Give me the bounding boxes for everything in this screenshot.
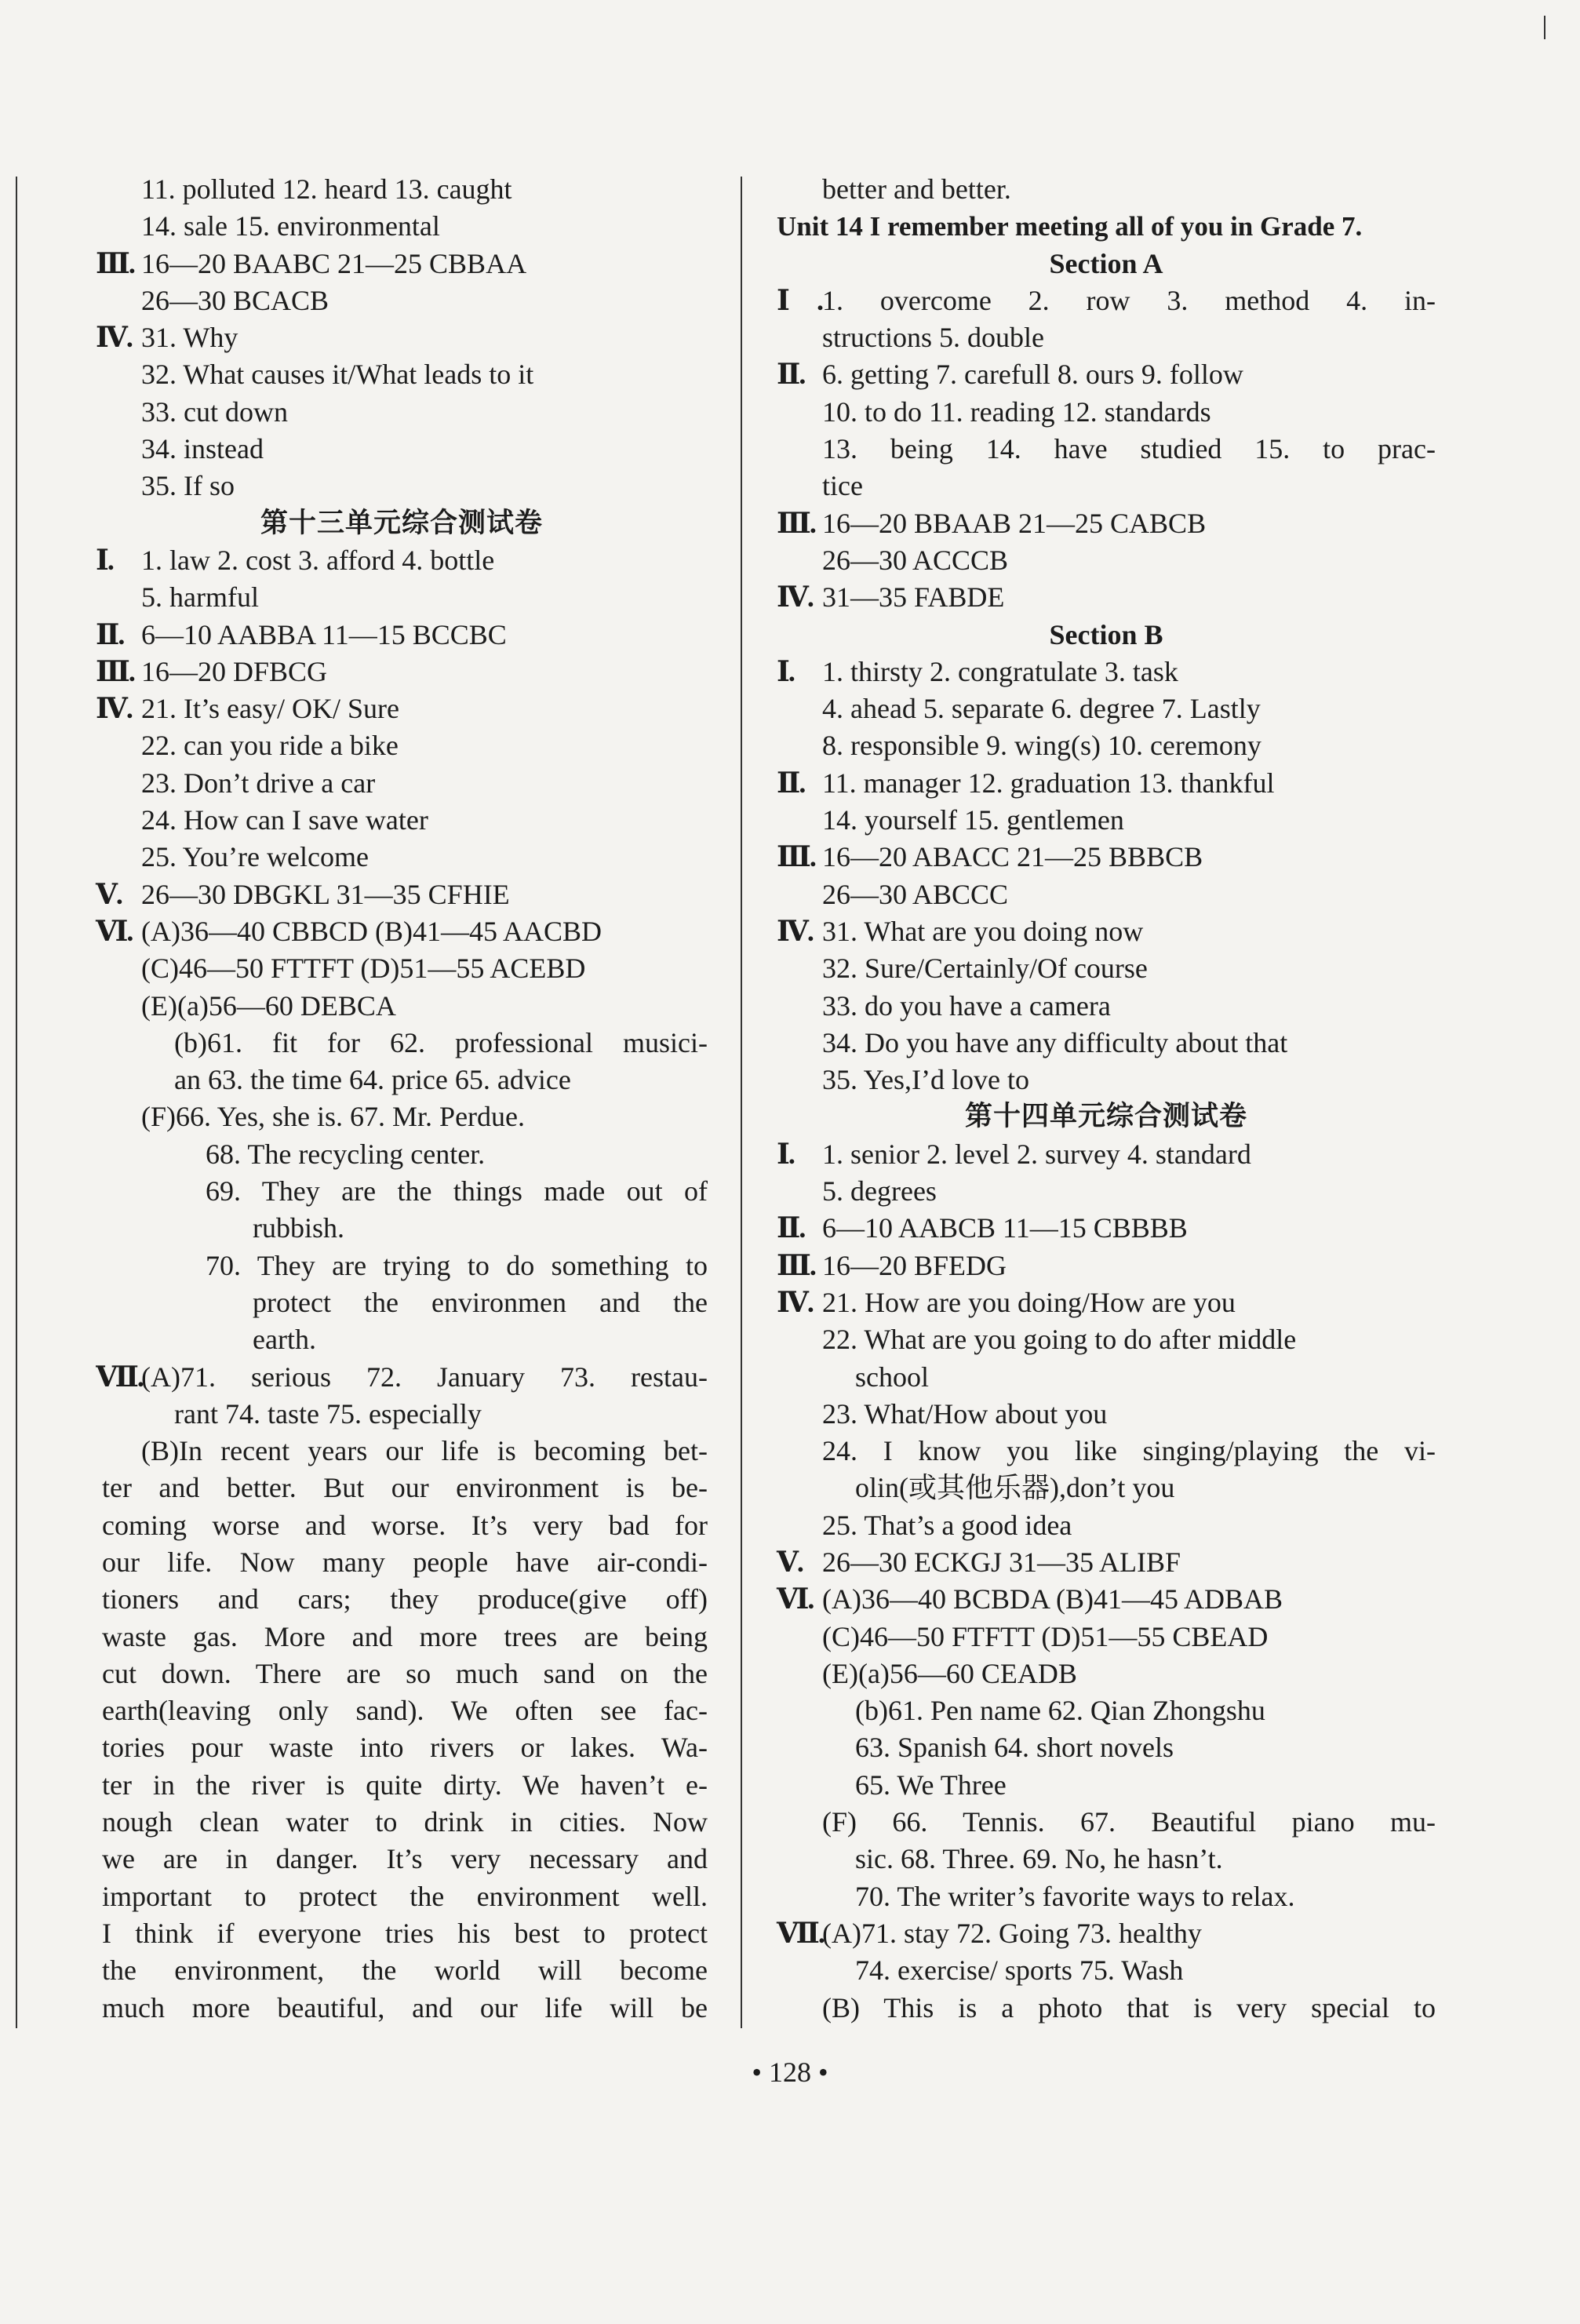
answer-text: olin(或其他乐器),don’t you — [855, 1472, 1175, 1504]
answer-text: 26—30 ABCCC — [822, 878, 1009, 910]
answer-text: earth. — [253, 1324, 316, 1356]
answer-text: 11. polluted 12. heard 13. caught — [141, 173, 512, 205]
answer-line — [96, 1952, 708, 1989]
section-numeral: Ⅳ. — [96, 693, 132, 725]
answer-line — [96, 246, 708, 282]
section-numeral: Ⅰ. — [96, 544, 113, 576]
answer-text: 31. What are you doing now — [822, 915, 1144, 947]
answer-line — [96, 617, 708, 654]
answer-text: 26—30 BCACB — [141, 284, 329, 316]
answer-line — [777, 431, 1436, 468]
answer-text: 70. They are trying to do something to — [206, 1249, 708, 1281]
answer-text: coming worse and worse. It’s very bad for — [102, 1509, 708, 1541]
answer-line — [777, 468, 1436, 505]
answer-line — [777, 1025, 1436, 1062]
answer-line — [96, 1470, 708, 1506]
answer-text: 6—10 AABBA 11—15 BCCBC — [141, 618, 507, 650]
left-column — [96, 171, 708, 2027]
answer-line — [96, 542, 708, 579]
answer-line — [96, 1248, 708, 1284]
answer-text: 第十三单元综合测试卷 — [260, 507, 543, 539]
answer-text: Section A — [1049, 247, 1163, 279]
answer-text: sic. 68. Three. 69. No, he hasn’t. — [855, 1843, 1223, 1875]
answer-text: rubbish. — [253, 1212, 344, 1244]
answer-line — [96, 394, 708, 431]
answer-text: (C)46—50 FTFTT (D)51—55 CBEAD — [822, 1620, 1269, 1652]
answer-text: ter in the river is quite dirty. We haven’t e- — [102, 1768, 708, 1801]
answer-text: 32. What causes it/What leads to it — [141, 359, 534, 391]
answer-text: 34. instead — [141, 433, 264, 465]
answer-line — [777, 913, 1436, 950]
section-numeral: Ⅴ. — [777, 1546, 803, 1578]
answer-text: 6. getting 7. carefull 8. ours 9. follow — [822, 359, 1243, 391]
section-numeral: Ⅱ. — [96, 618, 124, 650]
section-numeral: Ⅳ. — [96, 322, 132, 354]
answer-line — [777, 171, 1436, 208]
answer-line — [96, 1915, 708, 1952]
answer-text: 6—10 AABCB 11—15 CBBBB — [822, 1212, 1188, 1244]
section-numeral: Ⅴ. — [96, 878, 122, 910]
answer-line — [96, 1136, 708, 1173]
answer-text: 14. yourself 15. gentlemen — [822, 804, 1124, 836]
answer-text: the environment, the world will become — [102, 1954, 708, 1987]
answer-line — [96, 1210, 708, 1247]
answer-line — [777, 690, 1436, 727]
answer-line — [777, 1470, 1436, 1506]
answer-line — [777, 356, 1436, 393]
answer-text: Section B — [1049, 618, 1163, 650]
answer-text: 1. law 2. cost 3. afford 4. bottle — [141, 544, 495, 576]
answer-line — [777, 1692, 1436, 1729]
answer-text: ter and better. But our environment is be- — [102, 1472, 708, 1504]
answer-text: (A)36—40 BCBDA (B)41—45 ADBAB — [822, 1583, 1283, 1616]
answer-line — [96, 1396, 708, 1433]
answer-line — [96, 1062, 708, 1098]
answer-text: 31. Why — [141, 322, 238, 354]
answer-line — [777, 579, 1436, 616]
section-numeral: Ⅶ. — [777, 1917, 824, 1949]
answer-text: 26—30 ACCCB — [822, 544, 1009, 576]
answer-text: 35. Yes,I’d love to — [822, 1064, 1030, 1096]
answer-text: 1. senior 2. level 2. survey 4. standard — [822, 1138, 1251, 1170]
answer-text: (F) 66. Tennis. 67. Beautiful piano mu- — [822, 1806, 1436, 1838]
answer-line — [96, 1544, 708, 1581]
answer-line — [777, 1581, 1436, 1618]
answer-text: 16—20 BFEDG — [822, 1249, 1007, 1281]
answer-line — [96, 431, 708, 468]
answer-line — [96, 1804, 708, 1841]
section-numeral: Ⅳ. — [777, 581, 813, 614]
answer-line — [777, 950, 1436, 987]
answer-line — [96, 988, 708, 1025]
answer-text: an 63. the time 64. price 65. advice — [174, 1064, 571, 1096]
answer-line — [777, 319, 1436, 356]
answer-line — [96, 1841, 708, 1878]
answer-text: better and better. — [822, 173, 1011, 205]
answer-text: 16—20 ABACC 21—25 BBBCB — [822, 841, 1203, 873]
answer-line — [777, 1284, 1436, 1321]
answer-text: (B) This is a photo that is very special to — [822, 1991, 1436, 2023]
answer-text: 25. You’re welcome — [141, 841, 369, 873]
section-numeral: Ⅵ. — [777, 1583, 814, 1616]
answer-text: (E)(a)56—60 DEBCA — [141, 989, 396, 1022]
answer-line — [96, 1284, 708, 1321]
answer-line — [96, 950, 708, 987]
answer-text: (E)(a)56—60 CEADB — [822, 1657, 1077, 1689]
answer-line — [777, 1359, 1436, 1396]
answer-line — [777, 1952, 1436, 1989]
answer-text: 24. How can I save water — [141, 804, 428, 836]
answer-text: 22. What are you going to do after middle — [822, 1324, 1297, 1356]
answer-text: tice — [822, 470, 863, 502]
answer-line — [96, 1581, 708, 1618]
answer-line — [777, 727, 1436, 764]
answer-text: 25. That’s a good idea — [822, 1509, 1072, 1541]
answer-line — [96, 171, 708, 208]
section-numeral: Ⅳ. — [777, 915, 813, 947]
section-numeral: Ⅲ. — [96, 247, 134, 279]
section-numeral: Ⅲ. — [777, 507, 815, 539]
answer-line — [96, 1656, 708, 1692]
answer-text: Unit 14 I remember meeting all of you in Grade 7. — [777, 211, 1363, 242]
answer-text: protect the environmen and the — [253, 1286, 708, 1318]
section-numeral: Ⅰ. — [777, 1138, 794, 1170]
answer-text: much more beautiful, and our life will be — [102, 1991, 708, 2023]
answer-line — [96, 690, 708, 727]
answer-line — [777, 1990, 1436, 2027]
answer-text: earth(leaving only sand). We often see fac- — [102, 1695, 708, 1727]
answer-text: structions 5. double — [822, 322, 1044, 354]
answer-line — [777, 876, 1436, 913]
answer-text: 11. manager 12. graduation 13. thankful — [822, 767, 1275, 799]
answer-text: (b)61. fit for 62. professional musici- — [174, 1026, 708, 1058]
answer-text: 26—30 DBGKL 31—35 CFHIE — [141, 878, 510, 910]
section-numeral: Ⅶ. — [96, 1361, 143, 1393]
answer-text: 33. do you have a camera — [822, 989, 1111, 1022]
answer-line — [96, 765, 708, 802]
section-numeral: Ⅲ. — [96, 655, 134, 687]
answer-text: 33. cut down — [141, 395, 288, 428]
answer-text: I think if everyone tries his best to protect — [102, 1917, 708, 1949]
answer-line — [777, 1433, 1436, 1470]
answer-line — [777, 505, 1436, 542]
answer-line — [96, 913, 708, 950]
answer-line — [777, 765, 1436, 802]
answer-text: 31—35 FABDE — [822, 581, 1005, 614]
answer-line — [96, 1359, 708, 1396]
answer-text: (B)In recent years our life is becoming bet- — [141, 1435, 708, 1467]
answer-line — [777, 654, 1436, 690]
answer-text: important to protect the environment well. — [102, 1880, 708, 1912]
answer-text: 26—30 ECKGJ 31—35 ALIBF — [822, 1546, 1181, 1578]
answer-text: (C)46—50 FTTFT (D)51—55 ACEBD — [141, 953, 586, 985]
answer-line — [96, 468, 708, 505]
answer-text: our life. Now many people have air-condi- — [102, 1546, 708, 1578]
answer-line — [96, 839, 708, 876]
answer-text: 69. They are the things made out of — [206, 1175, 708, 1208]
answer-line — [96, 282, 708, 319]
answer-text: tioners and cars; they produce(give off) — [102, 1583, 708, 1616]
answer-line — [777, 1210, 1436, 1247]
answer-line — [96, 1990, 708, 2027]
answer-line — [777, 1136, 1436, 1173]
answer-text: 74. exercise/ sports 75. Wash — [855, 1954, 1184, 1987]
answer-line — [96, 876, 708, 913]
answer-text: (A)71. stay 72. Going 73. healthy — [822, 1917, 1202, 1949]
section-numeral: Ⅱ. — [777, 359, 805, 391]
answer-text: 16—20 BBAAB 21—25 CABCB — [822, 507, 1207, 539]
answer-text: 34. Do you have any difficulty about that — [822, 1026, 1288, 1058]
answer-line — [777, 802, 1436, 839]
answer-line — [777, 246, 1436, 282]
answer-line — [96, 1878, 708, 1915]
column-divider — [741, 177, 742, 2028]
answer-text: (F)66. Yes, she is. 67. Mr. Perdue. — [141, 1101, 526, 1133]
answer-text: 70. The writer’s favorite ways to relax. — [855, 1880, 1295, 1912]
section-numeral: Ⅵ. — [96, 915, 133, 947]
answer-text: 23. Don’t drive a car — [141, 767, 376, 799]
answer-line — [777, 542, 1436, 579]
answer-line — [777, 1321, 1436, 1358]
answer-text: nough clean water to drink in cities. Now — [102, 1806, 708, 1838]
answer-line — [777, 1248, 1436, 1284]
answer-line — [777, 208, 1436, 245]
answer-text: we are in danger. It’s very necessary and — [102, 1843, 708, 1875]
answer-line — [777, 1098, 1436, 1135]
answer-text: 35. If so — [141, 470, 235, 502]
answer-line — [96, 356, 708, 393]
answer-line — [96, 1433, 708, 1470]
page-number: • 128 • — [752, 2056, 828, 2088]
answer-line — [777, 839, 1436, 876]
answer-text: 16—20 DFBCG — [141, 655, 328, 687]
answer-text: cut down. There are so much sand on the — [102, 1657, 708, 1689]
answer-text: waste gas. More and more trees are being — [102, 1620, 708, 1652]
answer-line — [96, 1173, 708, 1210]
answer-line — [777, 988, 1436, 1025]
answer-text: 21. It’s easy/ OK/ Sure — [141, 693, 399, 725]
answer-line — [777, 1062, 1436, 1098]
answer-line — [777, 1619, 1436, 1656]
answer-line — [777, 1804, 1436, 1841]
answer-line — [96, 802, 708, 839]
answer-line — [777, 1396, 1436, 1433]
answer-line — [96, 654, 708, 690]
answer-line — [777, 1878, 1436, 1915]
answer-line — [96, 1619, 708, 1656]
answer-text: rant 74. taste 75. especially — [174, 1397, 482, 1430]
answer-line — [96, 319, 708, 356]
answer-text: (A)36—40 CBBCD (B)41—45 AACBD — [141, 915, 603, 947]
answer-line — [96, 1767, 708, 1804]
answer-text: 24. I know you like singing/playing the vi- — [822, 1435, 1436, 1467]
answer-text: 1. thirsty 2. congratulate 3. task — [822, 655, 1178, 687]
section-numeral: Ⅳ. — [777, 1286, 813, 1318]
answer-line — [777, 1767, 1436, 1804]
answer-text: (A)71. serious 72. January 73. restau- — [141, 1361, 708, 1393]
answer-text: 5. harmful — [141, 581, 259, 614]
answer-text: 13. being 14. have studied 15. to prac- — [822, 433, 1436, 465]
section-numeral: Ⅱ. — [777, 1212, 805, 1244]
answer-line — [96, 727, 708, 764]
answer-text: 4. ahead 5. separate 6. degree 7. Lastly — [822, 693, 1261, 725]
answer-line — [777, 282, 1436, 319]
answer-text: 21. How are you doing/How are you — [822, 1286, 1236, 1318]
answer-line — [96, 1729, 708, 1766]
answer-text: 63. Spanish 64. short novels — [855, 1732, 1174, 1764]
answer-text: 14. sale 15. environmental — [141, 210, 440, 242]
answer-text: (b)61. Pen name 62. Qian Zhongshu — [855, 1695, 1265, 1727]
answer-text: 16—20 BAABC 21—25 CBBAA — [141, 247, 527, 279]
answer-text: 23. What/How about you — [822, 1397, 1108, 1430]
answer-line — [777, 1507, 1436, 1544]
answer-line — [777, 1173, 1436, 1210]
right-column — [777, 171, 1436, 2027]
answer-text: 68. The recycling center. — [206, 1138, 486, 1170]
answer-line — [96, 208, 708, 245]
section-numeral: Ⅱ. — [777, 767, 805, 799]
answer-text: 1. overcome 2. row 3. method 4. in- — [822, 284, 1436, 316]
answer-line — [96, 505, 708, 542]
answer-line — [777, 394, 1436, 431]
answer-text: 22. can you ride a bike — [141, 730, 399, 762]
answer-line — [777, 1656, 1436, 1692]
answer-line — [777, 1841, 1436, 1878]
answer-line — [96, 1507, 708, 1544]
answer-text: 10. to do 11. reading 12. standards — [822, 395, 1211, 428]
answer-line — [96, 579, 708, 616]
answer-text: 8. responsible 9. wing(s) 10. ceremony — [822, 730, 1261, 762]
corner-mark — [1544, 16, 1545, 39]
answer-line — [777, 1729, 1436, 1766]
answer-text: 65. We Three — [855, 1768, 1007, 1801]
section-numeral: Ⅰ. — [777, 655, 794, 687]
answer-text: 5. degrees — [822, 1175, 937, 1208]
answer-line — [777, 1915, 1436, 1952]
answer-text: tories pour waste into rivers or lakes. Wa- — [102, 1732, 708, 1764]
left-margin-rule — [16, 177, 17, 2028]
answer-text: 第十四单元综合测试卷 — [964, 1101, 1247, 1133]
answer-line — [96, 1321, 708, 1358]
answer-line — [96, 1692, 708, 1729]
section-numeral: Ⅲ. — [777, 841, 815, 873]
answer-line — [777, 1544, 1436, 1581]
answer-line — [96, 1025, 708, 1062]
answer-text: 32. Sure/Certainly/Of course — [822, 953, 1148, 985]
section-numeral: Ⅲ. — [777, 1249, 815, 1281]
section-numeral: Ⅰ. — [777, 284, 822, 316]
answer-text: school — [855, 1361, 929, 1393]
answer-line — [777, 617, 1436, 654]
answer-line — [96, 1098, 708, 1135]
